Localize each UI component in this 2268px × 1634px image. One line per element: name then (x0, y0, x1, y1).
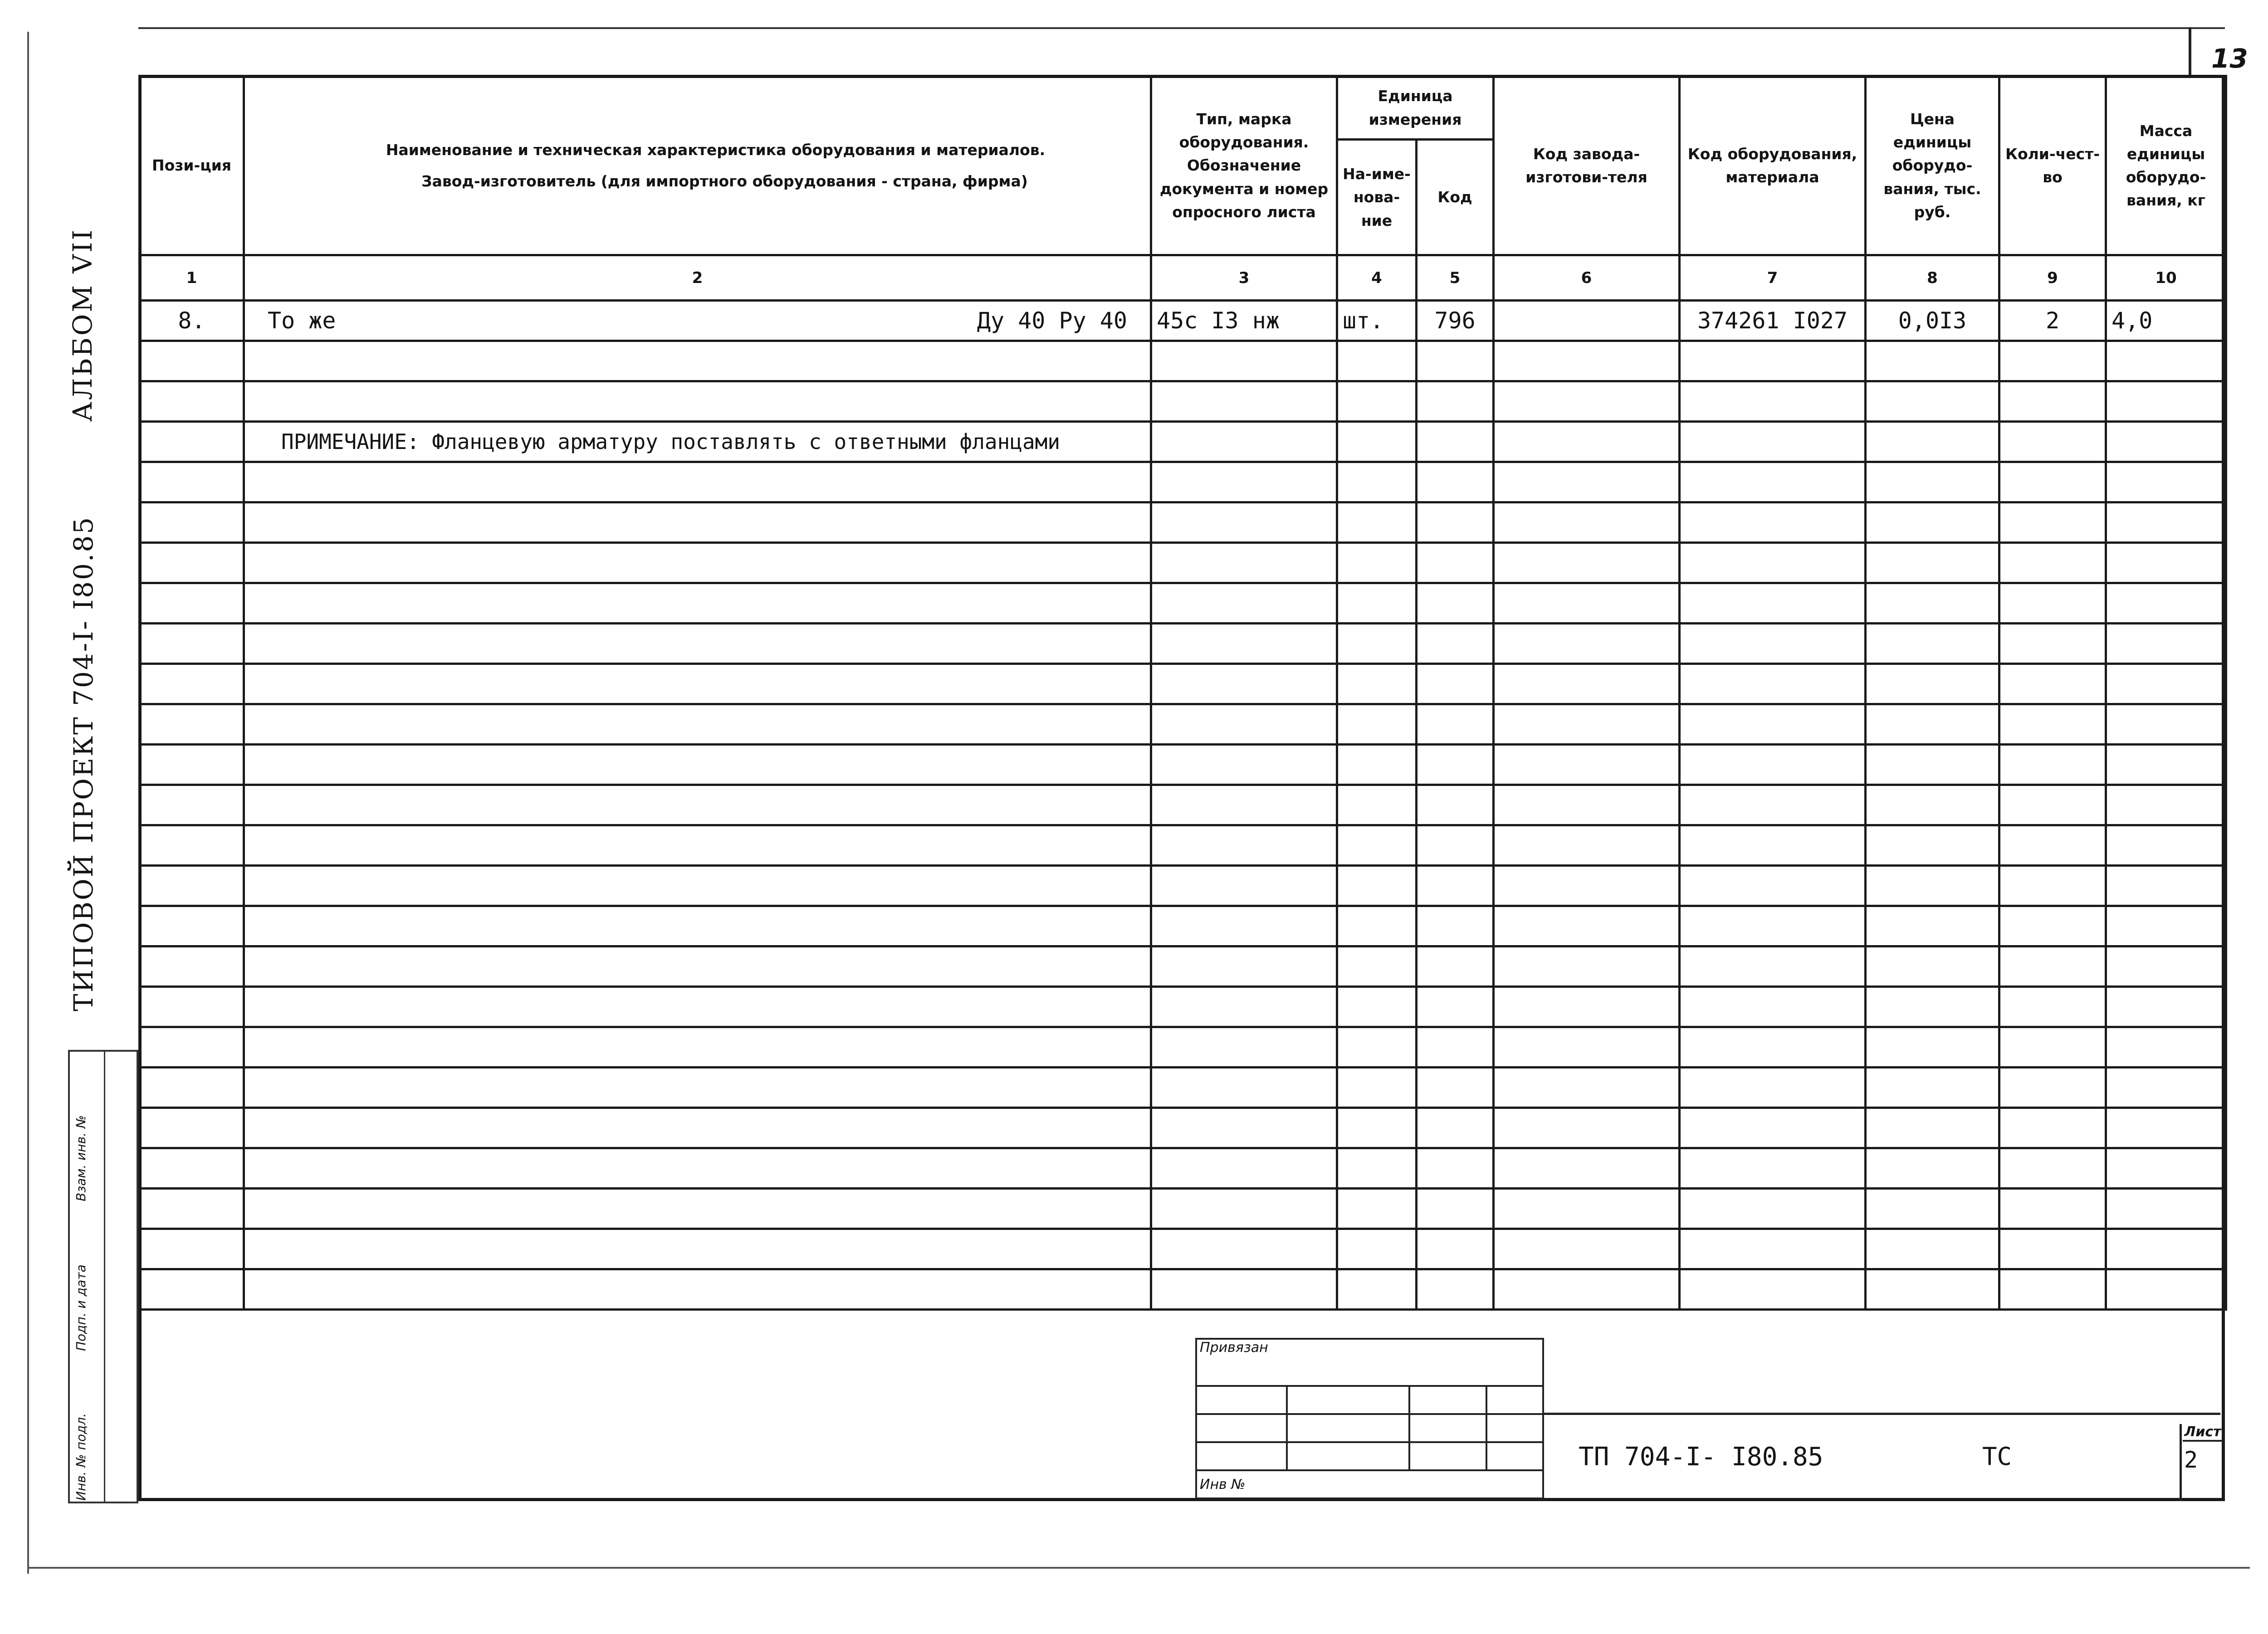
table-row (140, 624, 2226, 664)
table-row (140, 987, 2226, 1027)
column-number-row (140, 255, 2226, 301)
table-row (140, 1269, 2226, 1310)
side-stamp-label: Взам. инв. № (73, 1115, 88, 1201)
column-number: 5 (1417, 255, 1494, 301)
outer-left-border (27, 32, 29, 1574)
table-row (140, 946, 2226, 987)
cell-name-text: То же (268, 307, 336, 334)
outer-bottom-border (27, 1567, 2250, 1569)
sheet-value: 2 (2184, 1447, 2198, 1473)
header-unit-name: На-име-нова-ние (1337, 140, 1417, 255)
column-number: 9 (1999, 255, 2106, 301)
column-number: 3 (1151, 255, 1337, 301)
sheet-label: Лист (2183, 1424, 2223, 1442)
table-row (140, 381, 2226, 422)
cell-quantity: 2 (1999, 301, 2106, 341)
table-row (140, 1027, 2226, 1068)
table-row (140, 583, 2226, 624)
table-row (140, 1189, 2226, 1229)
page-number: 13 (2211, 43, 2248, 74)
header-type: Тип, марка оборудования. Обозначение документа и номер опросного листа (1151, 76, 1337, 255)
column-number: 6 (1494, 255, 1680, 301)
header-name-line2: Завод-изготовитель (для импортного оборудования - страна, фирма) (421, 172, 1028, 190)
stamp-primenen: Привязан (1196, 1339, 1543, 1386)
cell-price: 0,0I3 (1866, 301, 1999, 341)
table-row (140, 502, 2226, 543)
cell-name-params: Ду 40 Ру 40 (977, 307, 1127, 334)
table-row (140, 785, 2226, 825)
top-strip-line (138, 27, 2225, 29)
cell-equipment-code: 374261 I027 (1680, 301, 1866, 341)
document-type: ТС (1982, 1442, 2012, 1471)
stamp-inv: Инв № (1196, 1470, 1543, 1498)
document-code: ТП 704-I- I80.85 (1579, 1442, 1823, 1472)
cell-name (244, 301, 1151, 341)
table-row (140, 866, 2226, 906)
specification-table (138, 75, 2227, 1311)
cell-type: 45с I3 нж (1151, 301, 1337, 341)
cell-note: ПРИМЕЧАНИЕ: Фланцевую арматуру поставлять с ответными фланцами (244, 422, 1151, 462)
header-factory-code: Код завода-изготови-теля (1494, 76, 1680, 255)
header-name-line1: Наименование и техническая характеристика оборудования и материалов. (386, 141, 1046, 159)
table-row (140, 704, 2226, 745)
table-row (140, 1068, 2226, 1108)
header-quantity: Коли-чест-во (1999, 76, 2106, 255)
column-number: 8 (1866, 255, 1999, 301)
header-equipment-code: Код оборудования, материала (1680, 76, 1866, 255)
table-row (140, 543, 2226, 583)
table-row (140, 462, 2226, 502)
cell-unit: шт. (1337, 301, 1417, 341)
column-number: 10 (2106, 255, 2226, 301)
column-number: 4 (1337, 255, 1417, 301)
table-row (140, 906, 2226, 946)
table-row (140, 664, 2226, 704)
header-unit-group: Единица измерения (1337, 76, 1494, 140)
cell-unit-code: 796 (1417, 301, 1494, 341)
header-name (244, 76, 1151, 255)
stamp-small-table (1195, 1338, 1544, 1499)
table-row (140, 301, 2226, 341)
column-number: 1 (140, 255, 244, 301)
table-row (140, 745, 2226, 785)
header-mass: Масса единицы оборудо-вания, кг (2106, 76, 2226, 255)
table-row (140, 825, 2226, 866)
cell-factory-code (1494, 301, 1680, 341)
column-number: 7 (1680, 255, 1866, 301)
table-row (140, 1148, 2226, 1189)
table-row (140, 422, 2226, 462)
album-label: АЛЬБОМ VII (67, 228, 98, 422)
table-row (140, 1108, 2226, 1148)
header-unit-code: Код (1417, 140, 1494, 255)
table-row (140, 341, 2226, 381)
table-row (140, 1229, 2226, 1269)
side-stamp (68, 1050, 138, 1503)
side-stamp-label: Подп. и дата (73, 1264, 88, 1351)
column-number: 2 (244, 255, 1151, 301)
project-label: ТИПОВОЙ ПРОЕКТ 704-I- I80.85 (68, 516, 99, 1011)
side-stamp-divider (104, 1052, 105, 1502)
cell-mass: 4,0 (2106, 301, 2226, 341)
header-price: Цена единицы оборудо-вания, тыс. руб. (1866, 76, 1999, 255)
header-row (140, 76, 2226, 140)
cell-position: 8. (140, 301, 244, 341)
header-position: Пози-ция (140, 76, 244, 255)
side-stamp-label: Инв. № подл. (73, 1413, 88, 1501)
